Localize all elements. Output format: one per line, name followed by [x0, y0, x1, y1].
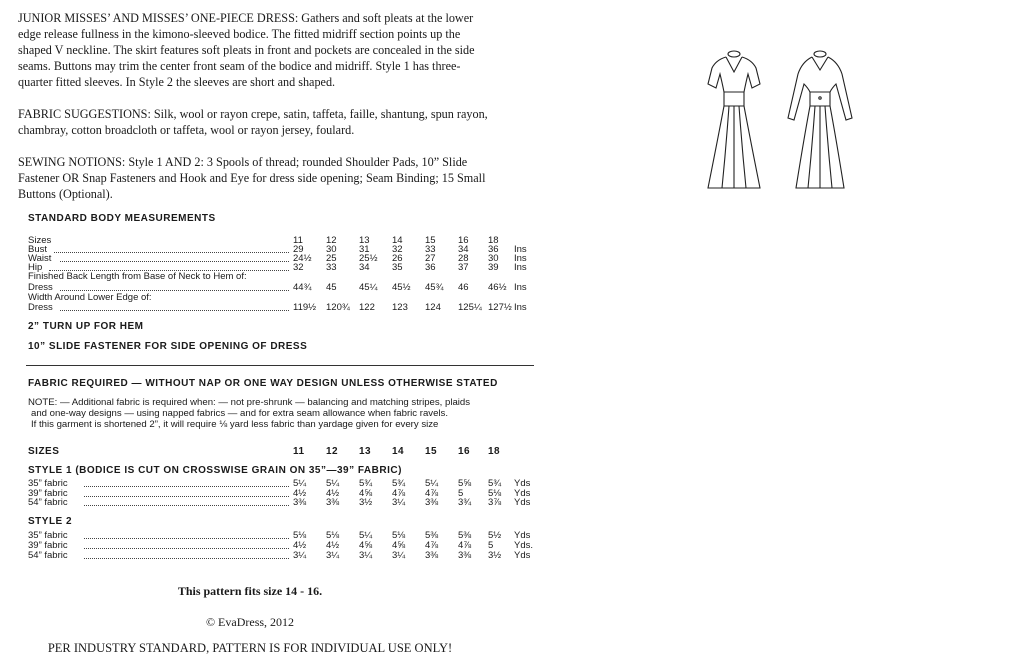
row-value: 122	[359, 302, 375, 313]
row-label: SIZES	[28, 446, 60, 457]
fastener-note: 10” SLIDE FASTENER FOR SIDE OPENING OF DRESS	[28, 341, 308, 352]
description-paragraph: JUNIOR MISSES’ AND MISSES’ ONE-PIECE DRESS: Gathers and soft pleats at the lower edge release fullness in the kimono-sleeved bodice. The fitted midriff section points up the shaped V neckline. The skirt features soft pleats in front and pockets are concealed in the side seams. Buttons may trim the center front seam of the bodice and midriff. Style 1 has three-quarter fitted sleeves. In Style 2 the sleeves are short and shaped.	[18, 11, 475, 89]
row-value: 4⅝	[359, 487, 373, 499]
row-value: 4⅞	[425, 540, 439, 551]
row-value: 14	[392, 446, 405, 457]
row-value: 5⅛	[293, 530, 307, 541]
row-unit: Ins	[514, 244, 527, 255]
size-fit-note: This pattern fits size 14 - 16.	[177, 584, 323, 598]
row-value: 36	[425, 262, 436, 273]
row-value: 46½	[488, 282, 507, 293]
row-value: 18	[488, 446, 501, 457]
row-value: 5⅜	[425, 530, 439, 541]
usage-notice: PER INDUSTRY STANDARD, PATTERN IS FOR INDIVIDUAL USE ONLY!	[47, 641, 453, 655]
row-unit: Yds	[514, 497, 531, 508]
row-value: 4½	[293, 540, 307, 551]
row-value: 33	[425, 244, 436, 255]
row-value: 4½	[293, 487, 307, 499]
row-unit: Ins	[514, 262, 527, 273]
row-value: 3⅜	[293, 497, 307, 508]
dot-leader	[60, 290, 289, 291]
dot-leader	[84, 558, 289, 559]
row-value: 30	[326, 244, 337, 255]
row-value: 13	[359, 446, 372, 457]
row-value: 34	[359, 262, 370, 273]
row-value: 3½	[488, 550, 502, 561]
dress-sketch-icon	[700, 48, 880, 193]
row-value: 26	[392, 253, 403, 264]
dot-leader	[84, 548, 289, 549]
row-value: 11	[293, 235, 303, 246]
row-value: 124	[425, 302, 441, 313]
row-value: 5⅝	[458, 478, 472, 489]
row-label: Dress	[28, 282, 53, 293]
row-value: 3¼	[392, 497, 406, 508]
row-value: 45¾	[425, 282, 444, 293]
row-value: 3¾	[458, 497, 472, 508]
measurements-title: STANDARD BODY MEASUREMENTS	[28, 213, 216, 224]
row-value: 27	[425, 253, 436, 264]
row-value: 120¾	[326, 302, 350, 313]
pattern-description	[18, 10, 488, 218]
row-value: 31	[359, 244, 370, 255]
row-value: 4⅞	[425, 487, 439, 499]
fabric-note-line: If this garment is shortened 2”, it will require ⅛ yard less fabric than yardage given for every size	[31, 419, 439, 430]
row-value: 5½	[488, 530, 502, 541]
row-value: 44¾	[293, 282, 312, 293]
fabric-note-line: and one-way designs — using napped fabrics — and for extra seam allowance when fabric ravels.	[31, 408, 449, 419]
row-label: 39” fabric	[28, 487, 68, 499]
row-value: 3⅜	[425, 497, 439, 508]
row-value: 5¼	[359, 530, 373, 541]
row-value: 16	[458, 446, 471, 457]
row-value: 5	[458, 487, 464, 499]
row-value: 12	[326, 446, 339, 457]
row-value: 18	[488, 235, 499, 246]
fabric-row	[28, 497, 533, 508]
row-value: 5⅛	[488, 487, 502, 499]
hem-note: 2” TURN UP FOR HEM	[28, 321, 144, 332]
row-unit: Ins	[514, 253, 527, 264]
row-value: 39	[488, 262, 499, 273]
row-value: 119½	[293, 302, 317, 313]
row-value: 14	[392, 235, 403, 246]
row-value: 36	[488, 244, 499, 255]
row-value: 13	[359, 235, 370, 246]
row-value: 45¼	[359, 282, 378, 293]
row-unit: Yds	[514, 550, 531, 561]
row-label: 35” fabric	[28, 530, 68, 541]
dot-leader	[84, 538, 289, 539]
row-label: 39” fabric	[28, 540, 68, 551]
divider	[26, 365, 534, 366]
row-value: 24½	[293, 253, 312, 264]
fabric-note-line: NOTE: — Additional fabric is required when: — not pre-shrunk — balancing and matching stripes, plaids	[28, 397, 471, 408]
row-value: 4⅝	[359, 540, 373, 551]
row-value: 37	[458, 262, 469, 273]
measurement-row	[28, 271, 533, 282]
row-unit: Ins	[514, 282, 527, 293]
row-value: 5¾	[488, 478, 502, 489]
row-value: 15	[425, 446, 438, 457]
row-value: 5	[488, 540, 494, 551]
row-value: 32	[293, 262, 304, 273]
row-value: 15	[425, 235, 436, 246]
row-value: 5¼	[425, 478, 439, 489]
row-unit: Ins	[514, 302, 527, 313]
row-value: 34	[458, 244, 469, 255]
row-value: 3⅜	[458, 550, 472, 561]
row-value: 125¼	[458, 302, 482, 313]
row-value: 5⅛	[326, 530, 340, 541]
measurement-row	[28, 302, 533, 313]
row-value: 5¼	[293, 478, 307, 489]
row-value: 45	[326, 282, 337, 293]
row-value: 30	[488, 253, 499, 264]
row-value: 5¾	[392, 478, 406, 489]
row-label: Bust	[28, 244, 48, 255]
row-unit: Yds	[514, 530, 531, 541]
row-value: 5¾	[359, 478, 373, 489]
row-value: 46	[458, 282, 469, 293]
row-value: 3¼	[392, 550, 406, 561]
row-value: 28	[458, 253, 469, 264]
row-value: 3¼	[359, 550, 373, 561]
row-unit: Yds	[514, 478, 531, 489]
row-value: 4⅞	[392, 487, 406, 499]
row-label: Finished Back Length from Base of Neck to Hem of:	[28, 271, 247, 282]
style1-title	[28, 465, 533, 476]
row-value: 3¼	[293, 550, 307, 561]
fabric-suggestions: FABRIC SUGGESTIONS: Silk, wool or rayon crepe, satin, taffeta, faille, shantung, spun rayon, chambray, cotton broadcloth or taffeta, wool or rayon jersey, foulard.	[18, 107, 488, 137]
row-label: Hip	[28, 262, 43, 273]
row-label: 54” fabric	[28, 550, 68, 561]
row-value: 35	[392, 262, 403, 273]
fabric-row	[28, 550, 533, 561]
dress-style2-sketch	[788, 51, 852, 188]
fabric-note	[28, 397, 538, 430]
row-value: 33	[326, 262, 337, 273]
fabric-sizes-row	[28, 446, 533, 457]
row-label: Sizes	[28, 235, 52, 246]
row-value: 4⅝	[392, 540, 406, 551]
row-value: 11	[293, 446, 305, 457]
row-value: 32	[392, 244, 403, 255]
row-label: Waist	[28, 253, 52, 264]
dress-style1-sketch	[708, 51, 760, 188]
row-label: Width Around Lower Edge of:	[28, 292, 152, 303]
row-value: 3½	[359, 497, 373, 508]
row-unit: Yds	[514, 487, 531, 499]
row-value: 127½	[488, 302, 512, 313]
dot-leader	[84, 505, 289, 506]
row-value: 3⅞	[488, 497, 502, 508]
row-label: STYLE 2	[28, 516, 73, 527]
copyright: © EvaDress, 2012	[205, 615, 295, 629]
row-value: 5¼	[326, 478, 340, 489]
row-value: 5⅛	[392, 530, 406, 541]
fabric-required-title: FABRIC REQUIRED — WITHOUT NAP OR ONE WAY DESIGN UNLESS OTHERWISE STATED	[28, 378, 498, 389]
row-value: 123	[392, 302, 408, 313]
row-value: 16	[458, 235, 469, 246]
row-value: 5⅜	[458, 530, 472, 541]
row-value: 4½	[326, 487, 340, 499]
row-label: STYLE 1 (BODICE IS CUT ON CROSSWISE GRAIN ON 35”—39” FABRIC)	[28, 465, 402, 476]
sewing-notions: SEWING NOTIONS: Style 1 AND 2: 3 Spools of thread; rounded Shoulder Pads, 10” Slide Fastener OR Snap Fasteners and Hook and Eye for dress side opening; Seam Binding; 15 Small Buttons (Optional).	[18, 155, 486, 201]
row-label: 54” fabric	[28, 497, 68, 508]
row-value: 4½	[326, 540, 340, 551]
row-value: 25	[326, 253, 337, 264]
row-value: 3⅜	[326, 497, 340, 508]
row-value: 29	[293, 244, 304, 255]
dot-leader	[60, 310, 289, 311]
style2-title	[28, 516, 533, 527]
row-value: 25½	[359, 253, 378, 264]
row-unit: Yds.	[514, 540, 534, 551]
row-label: Dress	[28, 302, 53, 313]
row-value: 12	[326, 235, 337, 246]
row-label: 35” fabric	[28, 478, 68, 489]
row-value: 4⅞	[458, 540, 472, 551]
row-value: 3⅜	[425, 550, 439, 561]
row-value: 3¼	[326, 550, 340, 561]
row-value: 45½	[392, 282, 411, 293]
